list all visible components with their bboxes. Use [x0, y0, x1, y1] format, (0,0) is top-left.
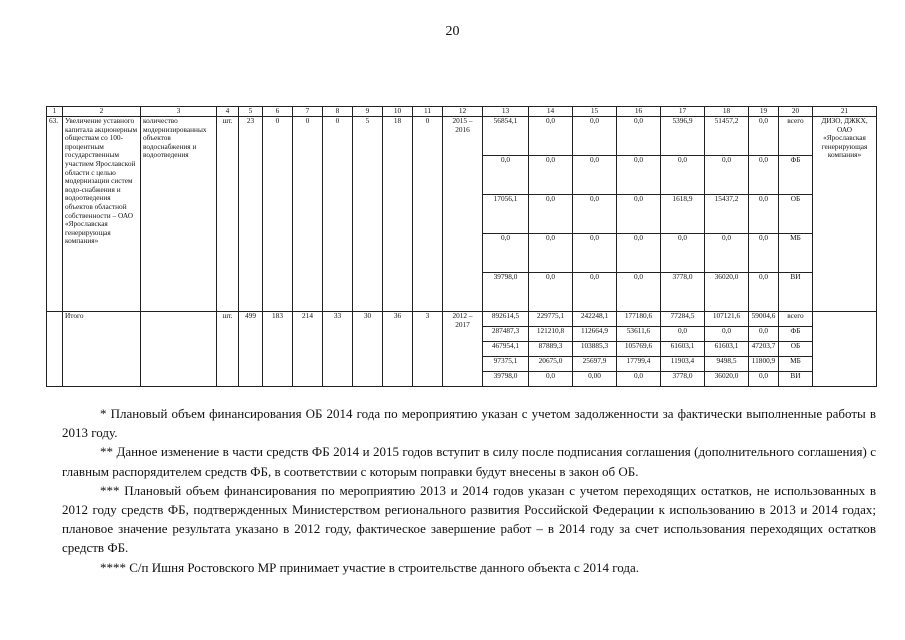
fin-value: 0,0: [661, 156, 705, 195]
fin-value: 0,0: [749, 372, 779, 387]
indicator-value: 18: [383, 117, 413, 312]
funding-source: МБ: [779, 357, 813, 372]
col-header: 5: [239, 107, 263, 117]
table-row-total: [47, 312, 877, 327]
col-header: 20: [779, 107, 813, 117]
col-header: 17: [661, 107, 705, 117]
footnote: ** Данное изменение в части средств ФБ 2014 и 2015 годов вступит в силу после подписания соглашения (дополнительного соглашения) с главным распорядителем средств ФБ, в соответствии с которым поправки будут внесены в закон об ОБ.: [62, 444, 876, 479]
fin-value: 0,0: [529, 234, 573, 273]
fin-total: 97375,1: [483, 357, 529, 372]
fin-value: 0,0: [705, 234, 749, 273]
fin-value: 47203,7: [749, 342, 779, 357]
funding-source: ВИ: [779, 273, 813, 312]
funding-source: ФБ: [779, 156, 813, 195]
fin-value: 3778,0: [661, 273, 705, 312]
indicator-value: 36: [383, 312, 413, 387]
fin-value: 87889,3: [529, 342, 573, 357]
col-header: 18: [705, 107, 749, 117]
indicator-value: 0: [263, 117, 293, 312]
fin-value: 0,00: [573, 372, 617, 387]
fin-value: 112664,9: [573, 327, 617, 342]
col-header: 2: [63, 107, 141, 117]
fin-value: 61603,1: [705, 342, 749, 357]
fin-value: 15437,2: [705, 195, 749, 234]
fin-value: 0,0: [617, 195, 661, 234]
financing-table: [46, 106, 877, 387]
col-header: 12: [443, 107, 483, 117]
fin-value: 0,0: [661, 327, 705, 342]
footnotes: [62, 404, 876, 577]
fin-total: 287487,3: [483, 327, 529, 342]
fin-total: 39798,0: [483, 273, 529, 312]
fin-value: 0,0: [749, 195, 779, 234]
indicator-value: 33: [323, 312, 353, 387]
fin-value: 3778,0: [661, 372, 705, 387]
total-label: Итого: [63, 312, 141, 387]
executor: [813, 312, 877, 387]
footnote: *** Плановый объем финансирования по мероприятию 2013 и 2014 годов указан с учетом переходящих остатков, не использованных в 2012 году средств ФБ, подтвержденных Министерством регионального развития Российской Федерации к использованию в 2013 и 2014 годах; плановое значение результата указано в 2012 году, фактическое завершение работ – в 2014 году за счет использования переходящих остатков средств ФБ.: [62, 482, 876, 556]
fin-value: 0,0: [617, 372, 661, 387]
fin-value: 0,0: [573, 234, 617, 273]
funding-source: ФБ: [779, 327, 813, 342]
table-row: [47, 117, 877, 156]
col-header: 10: [383, 107, 413, 117]
funding-source: МБ: [779, 234, 813, 273]
indicator-value: 183: [263, 312, 293, 387]
indicator-value: 3: [413, 312, 443, 387]
fin-value: 77284,5: [661, 312, 705, 327]
fin-total: 467954,1: [483, 342, 529, 357]
funding-source: ВИ: [779, 372, 813, 387]
indicator-name: количество модернизированных объектов водоснабжения и водоотведения: [141, 117, 217, 312]
fin-value: 0,0: [529, 273, 573, 312]
fin-value: 51457,2: [705, 117, 749, 156]
indicator-value: 0: [323, 117, 353, 312]
row-number: [47, 312, 63, 387]
indicator-value: 30: [353, 312, 383, 387]
executor: ДИЗО, ДЖКХ, ОАО «Ярославская генерирующая компания»: [813, 117, 877, 312]
fin-total: 0,0: [483, 234, 529, 273]
fin-value: 0,0: [749, 327, 779, 342]
fin-value: 36020,0: [705, 273, 749, 312]
fin-value: 0,0: [529, 195, 573, 234]
funding-source: ОБ: [779, 342, 813, 357]
fin-value: 0,0: [573, 273, 617, 312]
fin-value: 9498,5: [705, 357, 749, 372]
fin-value: 61603,1: [661, 342, 705, 357]
indicator-value: 0: [293, 117, 323, 312]
fin-value: 0,0: [705, 156, 749, 195]
fin-value: 0,0: [749, 117, 779, 156]
column-number-row: [47, 107, 877, 117]
col-header: 9: [353, 107, 383, 117]
fin-value: 0,0: [573, 117, 617, 156]
col-header: 11: [413, 107, 443, 117]
col-header: 13: [483, 107, 529, 117]
fin-total: 39798,0: [483, 372, 529, 387]
fin-total: 892614,5: [483, 312, 529, 327]
unit: шт.: [217, 312, 239, 387]
fin-value: 0,0: [529, 117, 573, 156]
measure-description: Увеличение уставного капитала акционерным обществам со 100-процентным государственным участием Ярославской области с целью модернизации систем водо-снабжения и водоотведения объектов областной собственности – ОАО «Ярославская генерирующая компания»: [63, 117, 141, 312]
indicator-name: [141, 312, 217, 387]
col-header: 1: [47, 107, 63, 117]
fin-value: 121210,8: [529, 327, 573, 342]
fin-value: 105769,6: [617, 342, 661, 357]
indicator-value: 0: [413, 117, 443, 312]
fin-value: 0,0: [617, 156, 661, 195]
fin-value: 0,0: [749, 156, 779, 195]
col-header: 6: [263, 107, 293, 117]
period: 2015 – 2016: [443, 117, 483, 312]
fin-value: 107121,6: [705, 312, 749, 327]
fin-value: 0,0: [661, 234, 705, 273]
indicator-total: 23: [239, 117, 263, 312]
fin-value: 0,0: [617, 234, 661, 273]
funding-source: всего: [779, 117, 813, 156]
fin-value: 0,0: [529, 156, 573, 195]
fin-value: 5396,9: [661, 117, 705, 156]
fin-value: 0,0: [617, 273, 661, 312]
footnote: **** С/п Ишня Ростовского МР принимает участие в строительстве данного объекта с 2014 года.: [100, 559, 640, 575]
period: 2012 – 2017: [443, 312, 483, 387]
fin-value: 20675,0: [529, 357, 573, 372]
col-header: 4: [217, 107, 239, 117]
fin-total: 56854,1: [483, 117, 529, 156]
funding-source: всего: [779, 312, 813, 327]
fin-value: 103885,3: [573, 342, 617, 357]
fin-value: 25697,9: [573, 357, 617, 372]
col-header: 21: [813, 107, 877, 117]
fin-value: 11903,4: [661, 357, 705, 372]
funding-source: ОБ: [779, 195, 813, 234]
page-number: 20: [445, 24, 460, 39]
fin-value: 0,0: [749, 273, 779, 312]
footnote: * Плановый объем финансирования ОБ 2014 года по мероприятию указан с учетом задолженности за фактически выполненные работы в 2013 году.: [62, 406, 876, 441]
fin-total: 17056,1: [483, 195, 529, 234]
col-header: 15: [573, 107, 617, 117]
indicator-value: 214: [293, 312, 323, 387]
fin-value: 11800,9: [749, 357, 779, 372]
fin-value: 229775,1: [529, 312, 573, 327]
row-number: 63.: [47, 117, 63, 312]
fin-value: 177180,6: [617, 312, 661, 327]
fin-value: 36020,0: [705, 372, 749, 387]
fin-value: 0,0: [705, 327, 749, 342]
indicator-value: 5: [353, 117, 383, 312]
fin-value: 53611,6: [617, 327, 661, 342]
col-header: 3: [141, 107, 217, 117]
col-header: 14: [529, 107, 573, 117]
fin-value: 0,0: [749, 234, 779, 273]
fin-value: 59004,6: [749, 312, 779, 327]
fin-value: 17799,4: [617, 357, 661, 372]
fin-value: 0,0: [529, 372, 573, 387]
fin-value: 0,0: [573, 195, 617, 234]
fin-value: 0,0: [617, 117, 661, 156]
indicator-total: 499: [239, 312, 263, 387]
col-header: 7: [293, 107, 323, 117]
unit: шт.: [217, 117, 239, 312]
fin-value: 0,0: [573, 156, 617, 195]
col-header: 19: [749, 107, 779, 117]
fin-value: 1618,9: [661, 195, 705, 234]
col-header: 8: [323, 107, 353, 117]
fin-total: 0,0: [483, 156, 529, 195]
col-header: 16: [617, 107, 661, 117]
fin-value: 242248,1: [573, 312, 617, 327]
